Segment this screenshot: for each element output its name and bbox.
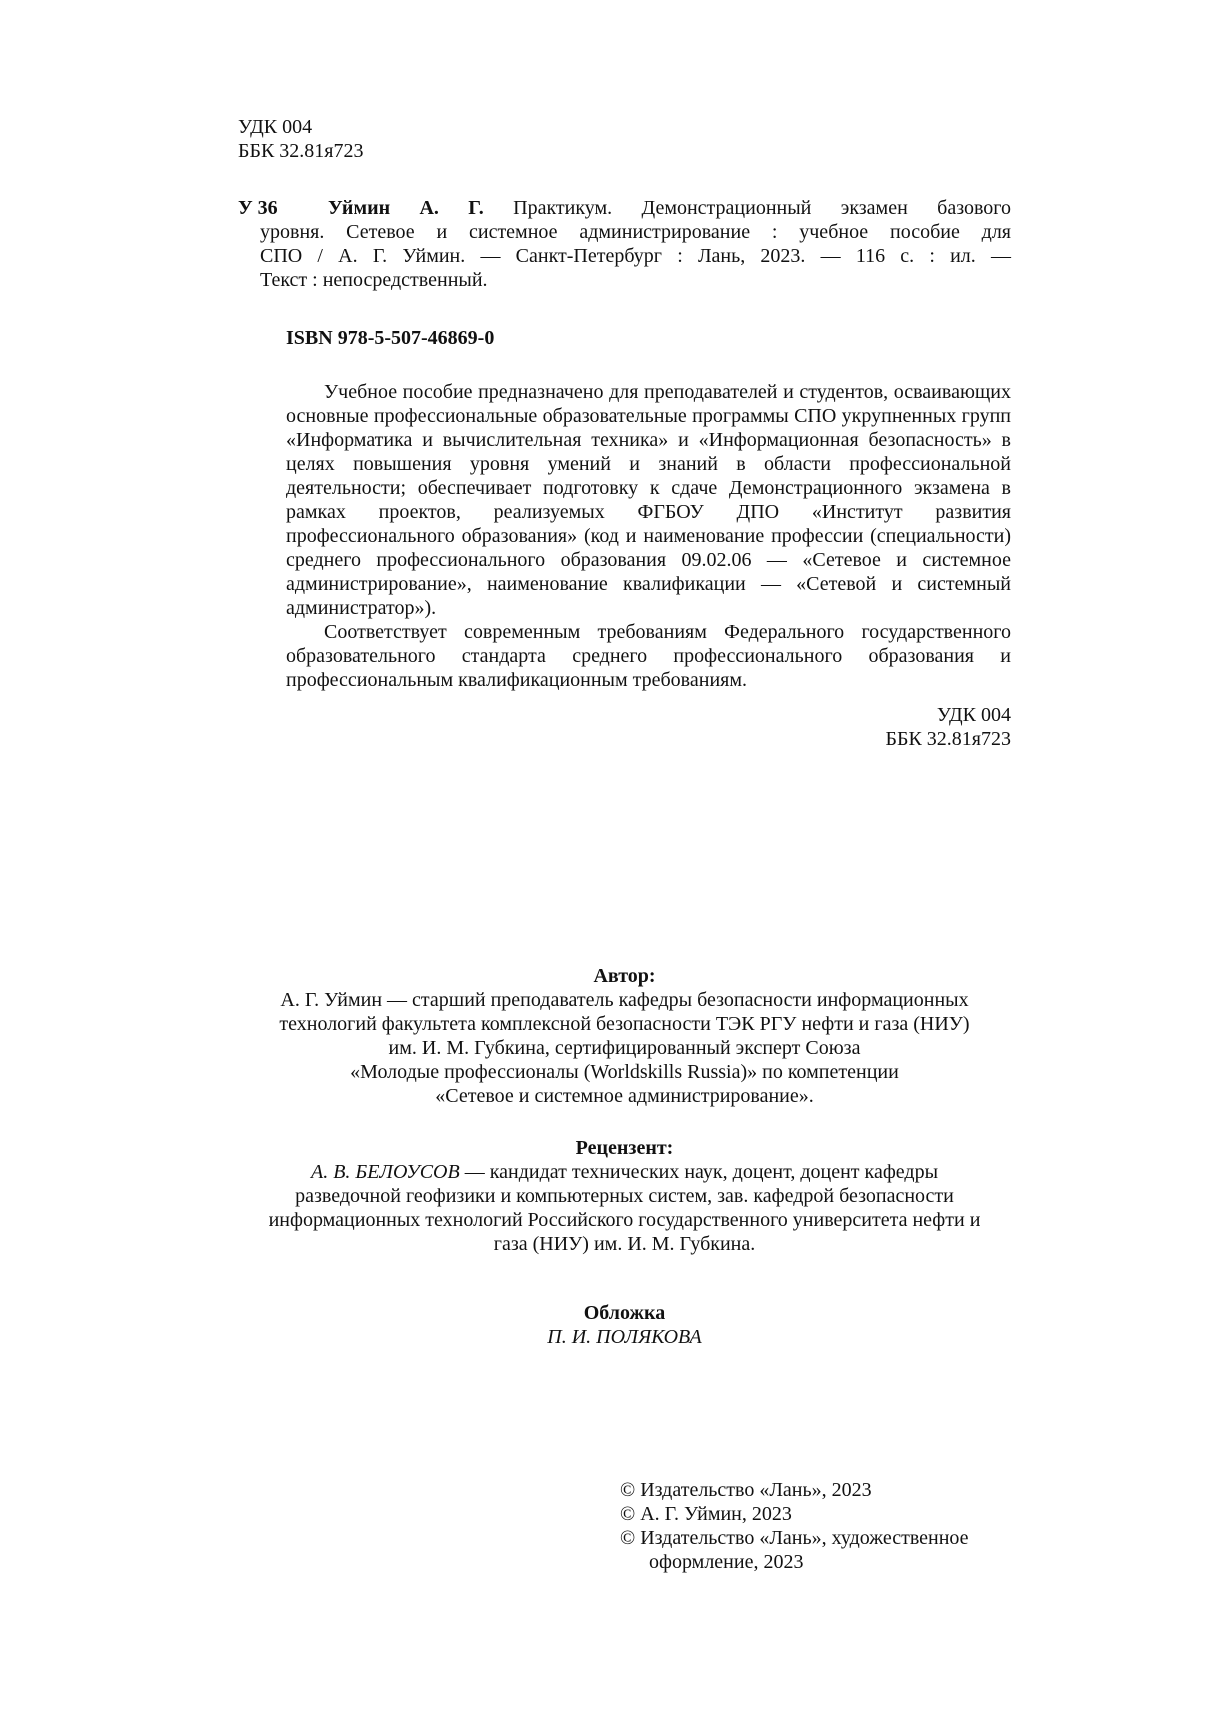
bbk-code-bottom: ББК 32.81я723 (885, 728, 1011, 750)
copyright-line-4: оформление, 2023 (649, 1551, 804, 1573)
entry-title-start: Практикум. Демонстрационный экзамен базового (513, 197, 1011, 219)
reviewer-line-1-rest: — кандидат технических наук, доцент, доцент кафедры (459, 1161, 939, 1183)
bibliographic-entry (238, 196, 1011, 292)
author-line-4: «Молодые профессионалы (Worldskills Russia)» по компетенции (350, 1061, 899, 1083)
reviewer-line-3: информационных технологий Российского государственного университета нефти и (268, 1209, 981, 1231)
classification-bottom (850, 703, 1011, 751)
reviewer-name: А. В. БЕЛОУСОВ (310, 1161, 460, 1183)
classification-top (238, 115, 364, 163)
copyright-line-3: © Издательство «Лань», художественное (620, 1527, 969, 1549)
reviewer-line-2: разведочной геофизики и компьютерных систем, зав. кафедрой безопасности (295, 1185, 954, 1207)
copyright-line-1: © Издательство «Лань», 2023 (620, 1479, 872, 1501)
entry-line-1 (238, 196, 1011, 220)
author-sign-code: У 36 (238, 197, 278, 219)
author-line-1: А. Г. Уймин — старший преподаватель кафедры безопасности информационных (280, 989, 969, 1011)
annotation (286, 380, 1011, 692)
cover-designer-name: П. И. ПОЛЯКОВА (547, 1326, 702, 1348)
entry-line-2: уровня. Сетевое и системное администрирование : учебное пособие для (260, 221, 1011, 243)
reviewer-line-4: газа (НИУ) им. И. М. Губкина. (493, 1233, 756, 1255)
annotation-paragraph-2: Соответствует современным требованиям Федерального государственного образовательного стандарта среднего профессионального образования и профессиональным квалификационным требованиям. (286, 621, 1011, 691)
reviewer-heading: Рецензент: (575, 1137, 674, 1159)
entry-author-heading: Уймин А. Г. (328, 197, 484, 219)
author-line-3: им. И. М. Губкина, сертифицированный эксперт Союза (388, 1037, 861, 1059)
author-heading: Автор: (593, 965, 656, 987)
reviewer-block (238, 1136, 1011, 1256)
copyright-block (620, 1478, 969, 1574)
entry-line-4: Текст : непосредственный. (260, 269, 488, 291)
author-line-2: технологий факультета комплексной безопасности ТЭК РГУ нефти и газа (НИУ) (279, 1013, 970, 1035)
bbk-code: ББК 32.81я723 (238, 140, 364, 162)
udk-code: УДК 004 (238, 116, 313, 138)
isbn: ISBN 978-5-507-46869-0 (286, 327, 495, 349)
author-block (238, 964, 1011, 1108)
author-line-5: «Сетевое и системное администрирование». (435, 1085, 814, 1107)
reviewer-line-1 (238, 1160, 1011, 1184)
annotation-paragraph-1: Учебное пособие предназначено для преподавателей и студентов, осваивающих основные профессиональные образовательные программы СПО укрупненных групп «Информатика и вычислительная техника» и «Информационная безопасность» в целях повышения уровня умений и знаний в области профессиональной деятельности; обеспечивает подготовку к сдаче Демонстрационного экзамена в рамках проектов, реализуемых ФГБОУ ДПО «Институт развития профессионального образования» (код и наименование профессии (специальности) среднего профессионального образования 09.02.06 — «Сетевое и системное администрирование», наименование квалификации — «Сетевой и системный администратор»). (286, 381, 1011, 619)
entry-line-3: СПО / А. Г. Уймин. — Санкт-Петербург : Лань, 2023. — 116 с. : ил. — (260, 245, 1011, 267)
copyright-line-2: © А. Г. Уймин, 2023 (620, 1503, 792, 1525)
cover-heading: Обложка (583, 1302, 666, 1324)
cover-block (238, 1301, 1011, 1349)
udk-code-bottom: УДК 004 (936, 704, 1011, 726)
